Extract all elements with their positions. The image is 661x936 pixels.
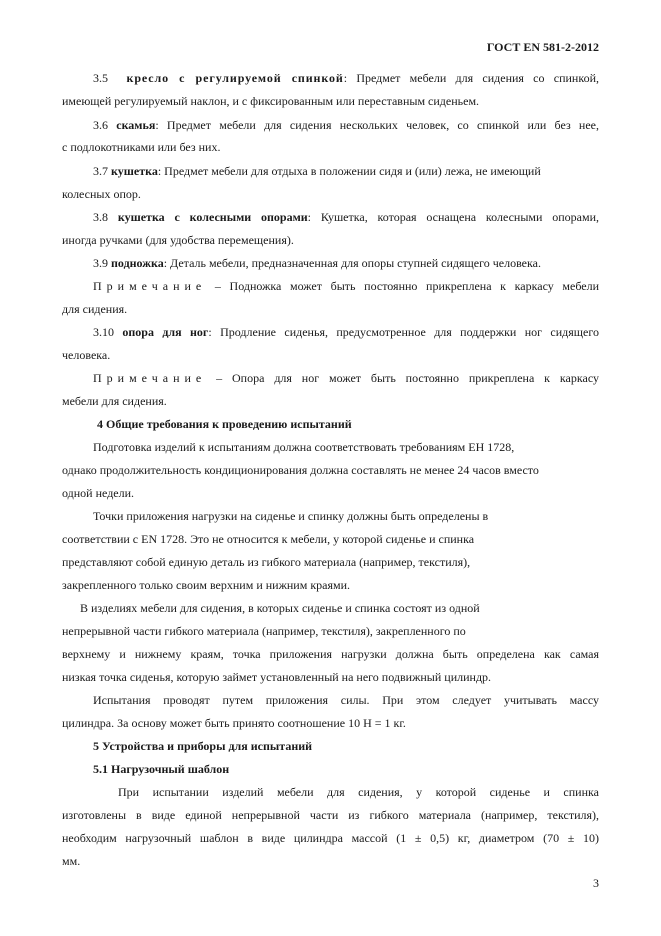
definition: : Продление сиденья, предусмотренное для поддержки ног сидящего: [208, 325, 599, 339]
note-3-9-line-2: для сидения.: [62, 302, 128, 316]
note-3-9-line-1: [93, 279, 599, 293]
clause-3-7-line-1: [93, 164, 599, 178]
section-5-1-heading: 5.1 Нагрузочный шаблон: [93, 762, 230, 776]
section-4-p3-line-3: верхнему и нижнему краям, точка приложения нагрузки должна быть определена как самая: [62, 647, 599, 661]
clause-3-7-line-2: колесных опор.: [62, 187, 141, 201]
definition: : Предмет мебели для сидения нескольких человек, со спинкой или без нее,: [155, 118, 600, 132]
term: кушетка: [111, 164, 158, 178]
section-4-p3-line-2: непрерывной части гибкого материала (например, текстиля), закрепленного по: [62, 624, 466, 638]
note-text: – Подножка может быть постоянно прикреплена к каркасу мебели: [214, 279, 600, 293]
note-text: – Опора для ног может быть постоянно прикреплена к каркасу: [216, 371, 600, 385]
definition: : Предмет мебели для отдыха в положении сидя и (или) лежа, не имеющий: [157, 164, 541, 178]
section-5-1-p1-line-3: необходим нагрузочный шаблон в виде цилиндра массой (1 ± 0,5) кг, диаметром (70 ± 10): [62, 831, 599, 845]
term: скамья: [116, 118, 156, 132]
clause-3-5-line-2: имеющей регулируемый наклон, и с фиксированным или переставным сиденьем.: [62, 94, 480, 108]
section-5-1-p1-line-1: При испытании изделий мебели для сидения, у которой сиденье и спинка: [118, 785, 599, 799]
clause-number: 3.8: [93, 210, 108, 224]
term: кресло с регулируемой спинкой: [126, 71, 344, 85]
section-4-p2-line-1: Точки приложения нагрузки на сиденье и спинку должны быть определены в: [93, 509, 489, 523]
section-4-p1-line-2: однако продолжительность кондиционирования должна составлять не менее 24 часов вместо: [62, 463, 539, 477]
section-5-1-p1-line-2: изготовлены в виде единой непрерывной части из гибкого материала (например, текстиля),: [62, 808, 599, 822]
term: подножка: [111, 256, 164, 270]
note-3-10-line-1: [93, 371, 599, 385]
section-5-heading: 5 Устройства и приборы для испытаний: [93, 739, 313, 753]
section-4-p1-line-1: Подготовка изделий к испытаниям должна соответствовать требованиям ЕН 1728,: [93, 440, 515, 454]
section-4-p4-line-2: цилиндра. За основу может быть принято соотношение 10 Н = 1 кг.: [62, 716, 406, 730]
definition: : Кушетка, которая оснащена колесными опорами,: [307, 210, 599, 224]
clause-3-10-line-1: [93, 325, 599, 339]
note-3-10-line-2: мебели для сидения.: [62, 394, 167, 408]
clause-number: 3.7: [93, 164, 108, 178]
page-number: 3: [593, 876, 599, 890]
section-4-p2-line-3: представляют собой единую деталь из гибкого материала (например, текстиля),: [62, 555, 471, 569]
clause-3-6-line-1: [93, 118, 599, 132]
note-label: Примечание: [93, 371, 207, 385]
clause-3-8-line-2: иногда ручками (для удобства перемещения).: [62, 233, 294, 247]
clause-3-8-line-1: [93, 210, 599, 224]
clause-number: 3.10: [93, 325, 114, 339]
clause-number: 3.5: [93, 71, 108, 85]
section-4-heading: 4 Общие требования к проведению испытаний: [97, 417, 352, 431]
definition: : Предмет мебели для сидения со спинкой,: [343, 71, 599, 85]
term: кушетка с колесными опорами: [117, 210, 308, 224]
clause-number: 3.9: [93, 256, 108, 270]
section-4-p3-line-4: низкая точка сиденья, которую займет установленный на него подвижный цилиндр.: [62, 670, 492, 684]
section-4-p2-line-4: закрепленного только своим верхним и нижним краями.: [62, 578, 351, 592]
definition: : Деталь мебели, предназначенная для опоры ступней сидящего человека.: [163, 256, 541, 270]
clause-3-9-line-1: [93, 256, 599, 270]
section-4-p4-line-1: Испытания проводят путем приложения силы. При этом следует учитывать массу: [93, 693, 599, 707]
note-label: Примечание: [93, 279, 207, 293]
clause-3-6-line-2: с подлокотниками или без них.: [62, 140, 221, 154]
clause-number: 3.6: [93, 118, 108, 132]
term: опора для ног: [122, 325, 209, 339]
section-4-p3-line-1: В изделиях мебели для сидения, в которых сиденье и спинка состоят из одной: [80, 601, 480, 615]
section-5-1-p1-line-4: мм.: [62, 854, 81, 868]
clause-3-10-line-2: человека.: [62, 348, 111, 362]
document-header: ГОСТ EN 581-2-2012: [486, 40, 599, 54]
clause-3-5-line-1: [93, 71, 599, 85]
section-4-p2-line-2: соответствии с EN 1728. Это не относится к мебели, у которой сиденье и спинка: [62, 532, 475, 546]
section-4-p1-line-3: одной недели.: [62, 486, 135, 500]
